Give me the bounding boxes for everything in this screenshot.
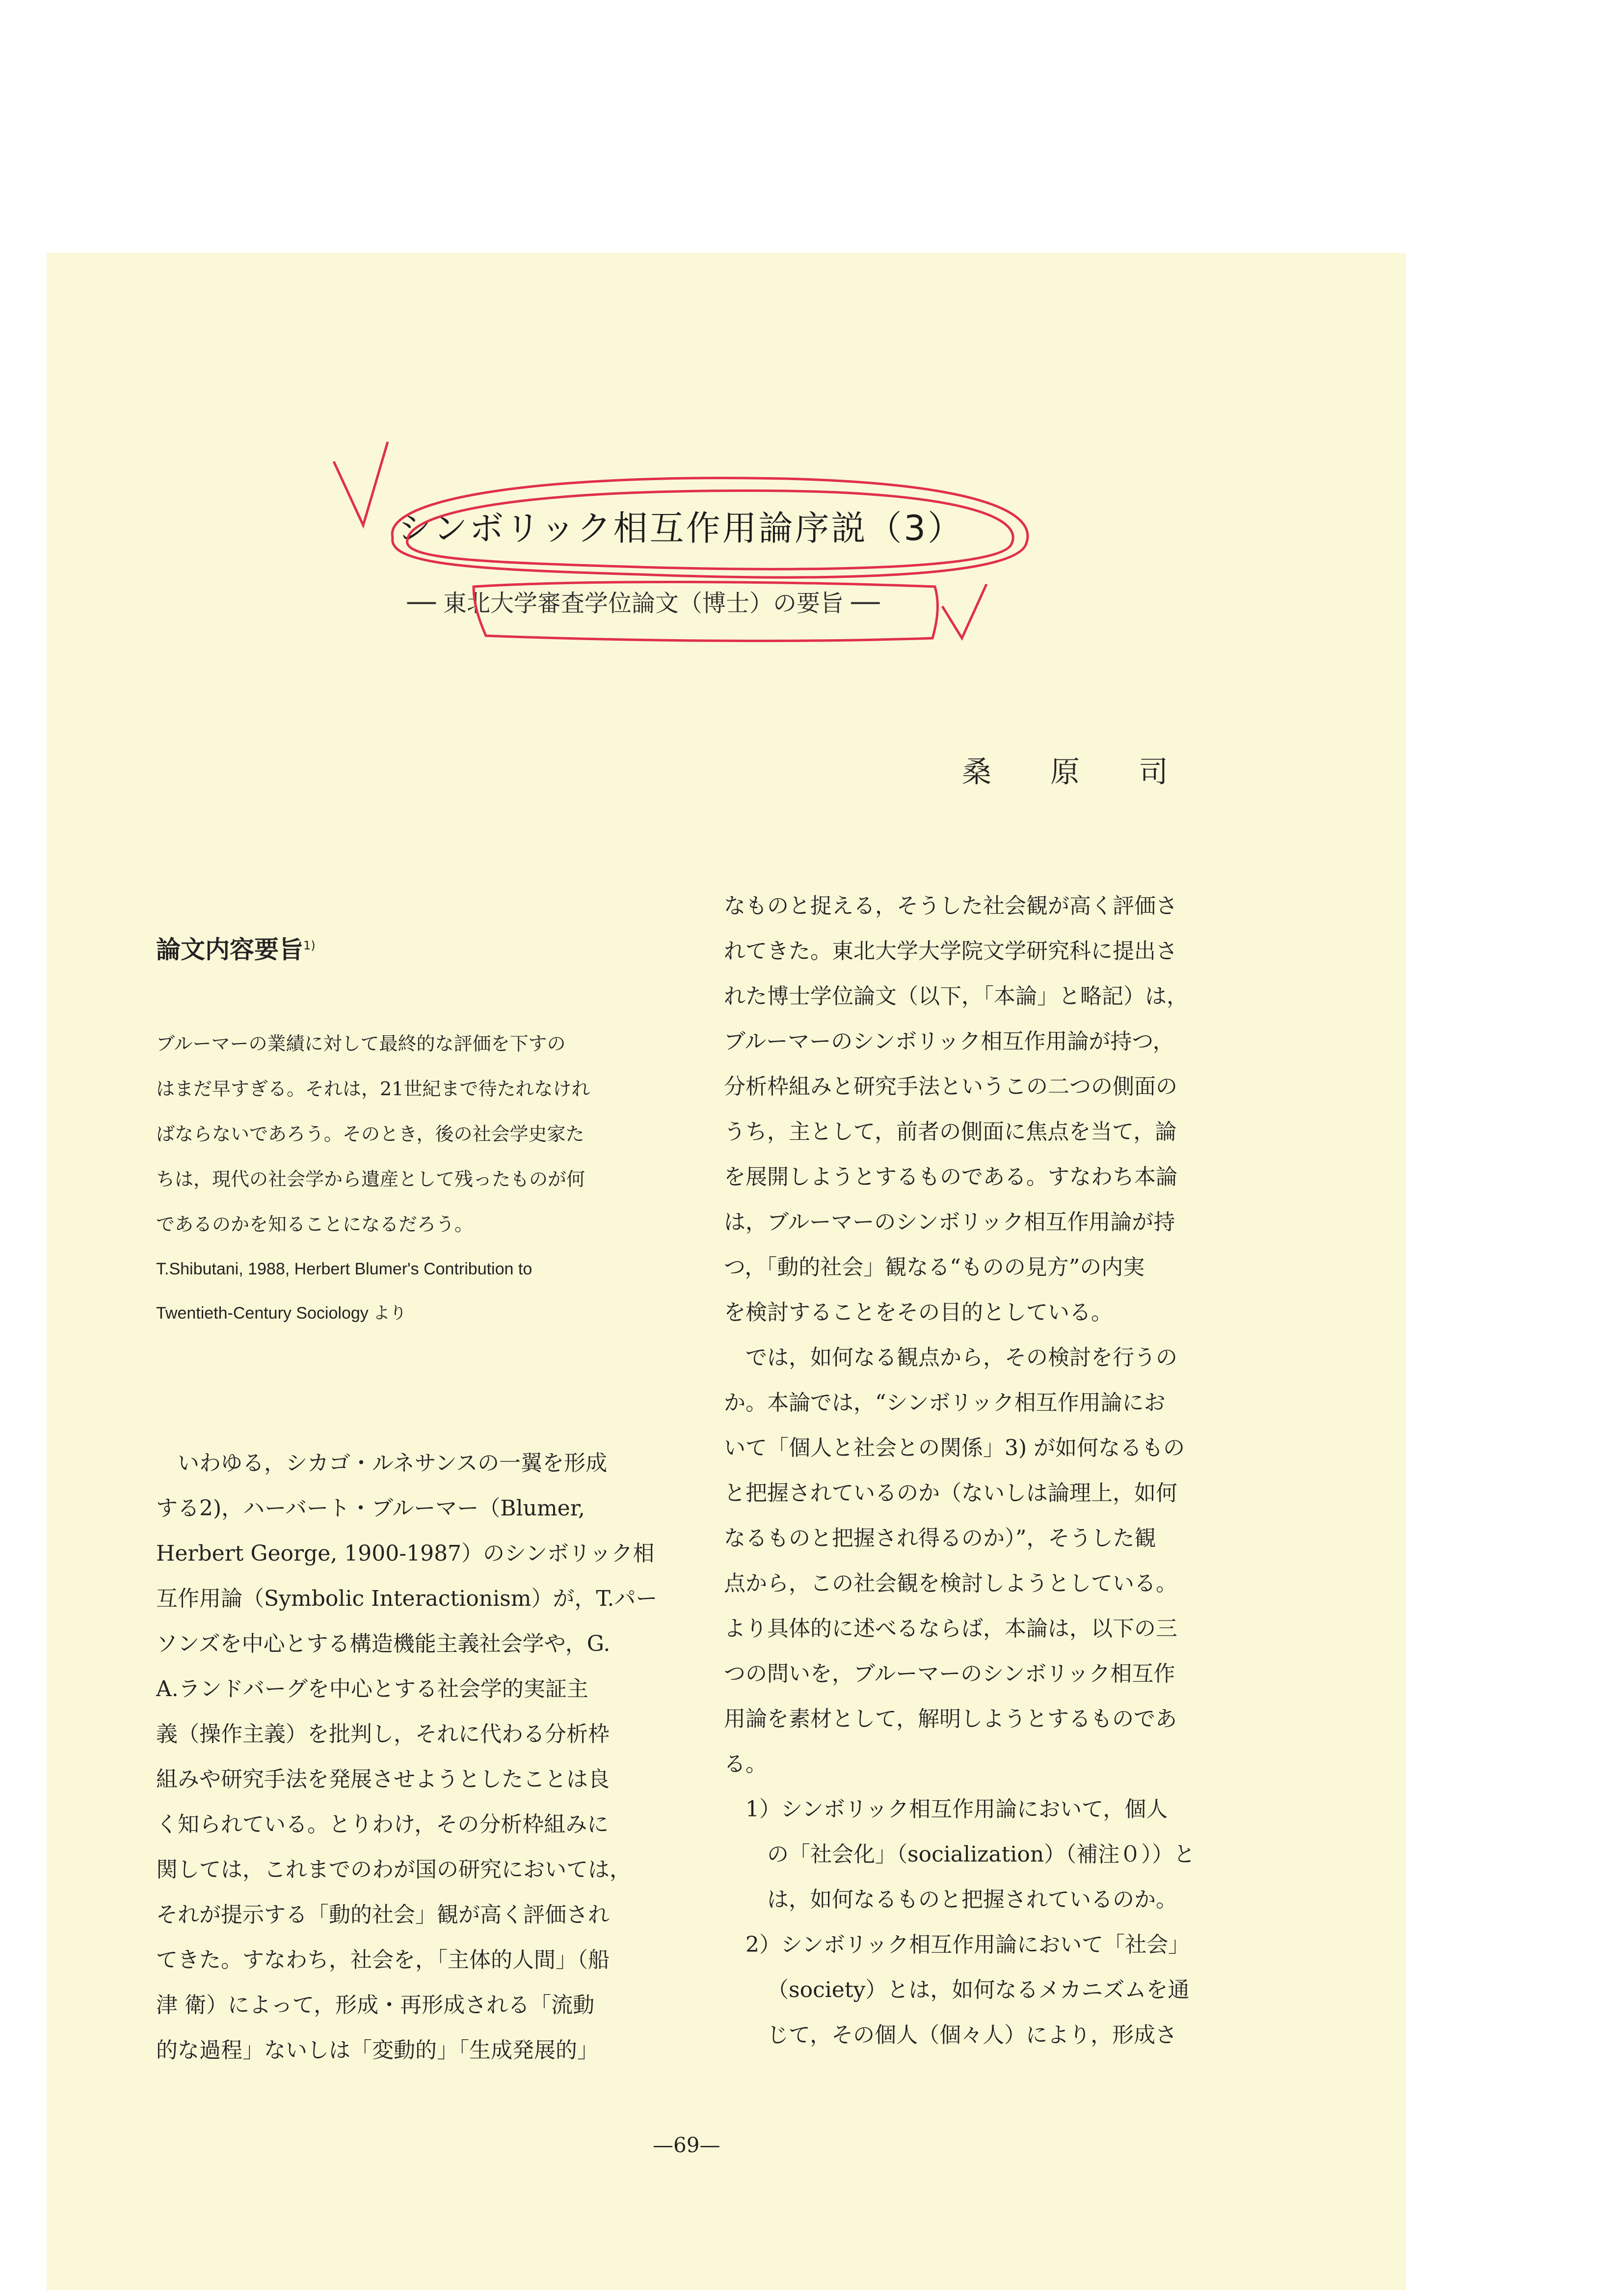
- body-line: は，ブルーマーのシンボリック相互作用論が持: [724, 1210, 1175, 1235]
- body-line: 分析枠組みと研究手法というこの二つの側面の: [724, 1074, 1177, 1099]
- body-line: く知られている。とりわけ，その分析枠組みに: [156, 1812, 609, 1837]
- body-line: Herbert George, 1900-1987）のシンボリック相: [156, 1541, 655, 1566]
- list-item-2-line: じて，その個人（個々人）により，形成さ: [767, 2023, 1177, 2048]
- body-line: それが提示する「動的社会」観が高く評価され: [156, 1902, 610, 1927]
- epigraph-source-line: T.Shibutani, 1988, Herbert Blumer's Contribution to: [156, 1260, 532, 1278]
- epigraph-line: ばならないであろう。そのとき，後の社会学史家た: [156, 1123, 585, 1145]
- body-line: 義（操作主義）を批判し，それに代わる分析枠: [156, 1722, 610, 1747]
- body-line: なものと捉える，そうした社会観が高く評価さ: [724, 893, 1177, 918]
- body-line: る。: [724, 1752, 767, 1777]
- body-line: 的な過程」ないしは「変動的」「生成発展的」: [156, 2038, 599, 2063]
- body-line: する2)，ハーバート・ブルーマー（Blumer,: [156, 1496, 585, 1521]
- article-title: シンボリック相互作用論序説（3）: [398, 508, 964, 548]
- body-line: 用論を素材として，解明しようとするものであ: [724, 1706, 1177, 1731]
- epigraph: [156, 1021, 735, 1335]
- body-line: 組みや研究手法を発展させようとしたことは良: [156, 1767, 610, 1792]
- left-column-body: [156, 1441, 735, 2073]
- section-heading-note: 1): [303, 939, 316, 952]
- body-line: 津 衛）によって，形成・再形成される「流動: [156, 1993, 595, 2018]
- list-item-1-line: 1）シンボリック相互作用論において，個人: [745, 1797, 1168, 1822]
- list-item-1-line: の「社会化」（socialization）（補注０））と: [767, 1842, 1196, 1867]
- body-line: れてきた。東北大学大学院文学研究科に提出さ: [724, 939, 1177, 964]
- epigraph-source-line: Twentieth-Century Sociology より: [156, 1304, 407, 1323]
- epigraph-line: であるのかを知ることになるだろう。: [156, 1214, 474, 1235]
- body-line: ブルーマーのシンボリック相互作用論が持つ，: [724, 1029, 1174, 1054]
- list-item-2-line: 2）シンボリック相互作用論において「社会」: [745, 1932, 1190, 1957]
- section-heading-block: [156, 923, 735, 972]
- body-line: を展開しようとするものである。すなわち本論: [724, 1164, 1177, 1189]
- epigraph-line: はまだ早すぎる。それは，21世紀まで待たれなけれ: [156, 1078, 590, 1100]
- body-line: では，如何なる観点から，その検討を行うの: [745, 1345, 1177, 1370]
- body-line: れた博士学位論文（以下，「本論」と略記）は，: [724, 984, 1188, 1009]
- body-line: いわゆる，シカゴ・ルネサンスの一翼を形成: [178, 1451, 608, 1476]
- right-column-body: [724, 884, 1247, 2058]
- body-line: 関しては，これまでのわが国の研究においては，: [156, 1857, 631, 1882]
- article-subtitle: ── 東北大学審査学位論文（博士）の要旨 ──: [407, 590, 880, 617]
- body-line: 点から，この社会観を検討しようとしている。: [724, 1571, 1177, 1596]
- body-line: つ，「動的社会」観なる“ものの見方”の内実: [724, 1255, 1145, 1280]
- body-line: うち，主として，前者の側面に焦点を当て，論: [724, 1119, 1177, 1144]
- body-line: ソンズを中心とする構造機能主義社会学や，G.: [156, 1631, 611, 1656]
- page-number: —69—: [653, 2133, 720, 2157]
- body-line: いて「個人と社会との関係」3) が如何なるもの: [724, 1435, 1185, 1460]
- body-line: なるものと把握され得るのか）”，そうした観: [724, 1526, 1156, 1551]
- section-heading: 論文内容要旨$^{1)}$: [156, 935, 316, 964]
- body-line: 互作用論（Symbolic Interactionism）が，T.パー: [156, 1586, 658, 1611]
- body-line: より具体的に述べるならば，本論は，以下の三: [724, 1616, 1177, 1641]
- author-name: 桑原司: [962, 755, 1227, 789]
- body-line: と把握されているのか（ないしは論理上，如何: [724, 1481, 1177, 1506]
- epigraph-line: ブルーマーの業績に対して最終的な評価を下すの: [156, 1033, 566, 1054]
- body-line: てきた。すなわち，社会を，「主体的人間」（船: [156, 1947, 610, 1972]
- list-item-1-line: は，如何なるものと把握されているのか。: [767, 1887, 1177, 1912]
- body-line: つの問いを，ブルーマーのシンボリック相互作: [724, 1661, 1175, 1686]
- list-item-2-line: （society）とは，如何なるメカニズムを通: [767, 1977, 1190, 2002]
- body-line: か。本論では，“シンボリック相互作用論にお: [724, 1390, 1166, 1415]
- epigraph-line: ちは，現代の社会学から遺産として残ったものが何: [156, 1168, 585, 1190]
- body-line: A.ランドバーグを中心とする社会学的実証主: [156, 1676, 588, 1702]
- body-line: を検討することをその目的としている。: [724, 1300, 1113, 1325]
